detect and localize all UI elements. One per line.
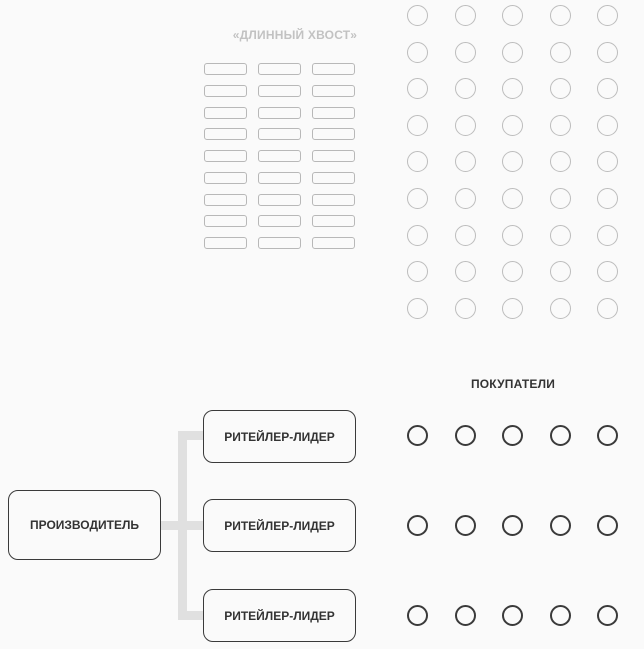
buyer-circle: [407, 78, 428, 99]
buyer-circle: [502, 605, 523, 626]
small-retailer: [258, 107, 301, 119]
buyer-circle: [407, 42, 428, 63]
buyers-label: ПОКУПАТЕЛИ: [470, 377, 556, 391]
manufacturer-box: [8, 490, 161, 560]
retailer-label: РИТЕЙЛЕР-ЛИДЕР: [224, 429, 335, 444]
buyer-circle: [597, 188, 618, 209]
buyer-circle: [502, 298, 523, 319]
buyer-circle: [502, 515, 523, 536]
buyer-circle: [550, 605, 571, 626]
small-retailer: [312, 172, 355, 184]
buyer-circle: [550, 42, 571, 63]
buyer-circle: [550, 425, 571, 446]
buyers-row-2: [407, 515, 618, 536]
small-retailer: [258, 172, 301, 184]
small-retailer: [312, 107, 355, 119]
small-retailer: [312, 150, 355, 162]
small-retailer: [258, 237, 301, 249]
small-retailer: [312, 85, 355, 97]
buyer-circle: [550, 151, 571, 172]
buyer-circle: [407, 515, 428, 536]
small-retailer: [312, 237, 355, 249]
buyer-circle: [407, 151, 428, 172]
buyer-circle: [407, 425, 428, 446]
buyer-circle: [502, 225, 523, 246]
small-retailer: [204, 107, 247, 119]
buyer-circle: [407, 188, 428, 209]
long-tail-label: «ДЛИННЫЙ ХВОСТ»: [232, 28, 358, 42]
small-retailer: [204, 63, 247, 75]
buyer-circle: [597, 42, 618, 63]
small-retailer: [204, 128, 247, 140]
small-retailer: [258, 128, 301, 140]
buyer-circle: [407, 225, 428, 246]
buyer-circle: [455, 78, 476, 99]
buyer-circle: [407, 5, 428, 26]
connector-branch-2: [178, 521, 204, 530]
buyer-circle: [502, 5, 523, 26]
buyer-circle: [550, 515, 571, 536]
buyer-circle: [597, 78, 618, 99]
buyer-circle: [550, 225, 571, 246]
small-retailer: [258, 63, 301, 75]
buyer-circle: [455, 425, 476, 446]
buyer-circle: [550, 261, 571, 282]
small-retailer: [204, 172, 247, 184]
small-retailer: [204, 150, 247, 162]
buyer-circle: [455, 605, 476, 626]
small-retailer: [258, 150, 301, 162]
small-retailer: [312, 215, 355, 227]
buyer-circle: [502, 151, 523, 172]
buyer-circle: [550, 5, 571, 26]
small-retailer: [312, 128, 355, 140]
buyer-circle: [455, 225, 476, 246]
connector-branch-1: [178, 431, 204, 440]
buyer-circle: [407, 261, 428, 282]
buyer-circle: [407, 298, 428, 319]
buyer-circle: [455, 151, 476, 172]
small-retailer: [258, 194, 301, 206]
retailer-label: РИТЕЙЛЕР-ЛИДЕР: [224, 518, 335, 533]
connector-branch-3: [178, 611, 204, 620]
buyer-circle: [597, 115, 618, 136]
buyer-circle: [455, 5, 476, 26]
buyer-circle: [597, 298, 618, 319]
buyer-circle: [502, 115, 523, 136]
buyer-circle: [502, 42, 523, 63]
buyer-circle: [597, 5, 618, 26]
buyers-row-3: [407, 605, 618, 626]
buyer-circle: [502, 261, 523, 282]
retailer-label: РИТЕЙЛЕР-ЛИДЕР: [224, 608, 335, 623]
small-retailer: [204, 85, 247, 97]
buyer-circle: [550, 115, 571, 136]
small-retailer: [204, 237, 247, 249]
small-retailer: [258, 85, 301, 97]
buyer-circle: [597, 151, 618, 172]
buyer-circle: [597, 515, 618, 536]
buyer-circle: [597, 261, 618, 282]
top-buyers-grid: [407, 5, 618, 319]
buyer-circle: [455, 261, 476, 282]
buyer-circle: [597, 425, 618, 446]
buyer-circle: [407, 115, 428, 136]
buyer-circle: [550, 78, 571, 99]
retailer-box-3: [203, 589, 356, 642]
buyer-circle: [502, 425, 523, 446]
retailer-box-1: [203, 410, 356, 463]
buyer-circle: [597, 605, 618, 626]
buyer-circle: [455, 115, 476, 136]
small-retailers-grid: [204, 63, 355, 249]
buyer-circle: [455, 42, 476, 63]
buyer-circle: [455, 298, 476, 319]
buyer-circle: [455, 515, 476, 536]
buyer-circle: [407, 605, 428, 626]
small-retailer: [204, 194, 247, 206]
small-retailer: [312, 194, 355, 206]
buyer-circle: [597, 225, 618, 246]
buyer-circle: [502, 78, 523, 99]
retailer-box-2: [203, 499, 356, 552]
small-retailer: [312, 63, 355, 75]
small-retailer: [204, 215, 247, 227]
buyer-circle: [502, 188, 523, 209]
buyer-circle: [550, 298, 571, 319]
small-retailer: [258, 215, 301, 227]
buyer-circle: [550, 188, 571, 209]
manufacturer-label: ПРОИЗВОДИТЕЛЬ: [29, 518, 140, 532]
buyers-row-1: [407, 425, 618, 446]
buyer-circle: [455, 188, 476, 209]
